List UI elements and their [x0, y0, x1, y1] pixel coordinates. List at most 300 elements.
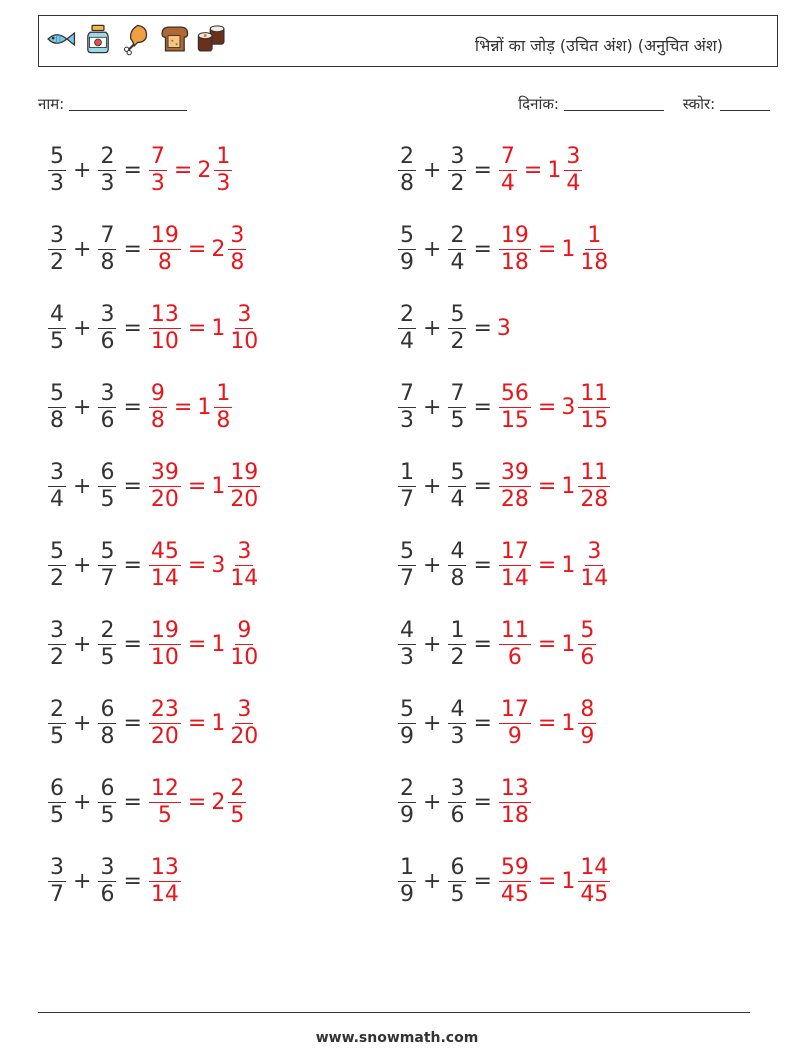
equals-sign: = [187, 710, 207, 736]
equals-sign: = [187, 789, 207, 815]
numerator: 17 [500, 697, 529, 722]
equals-sign: = [187, 236, 207, 262]
mixed-whole: 2 [211, 789, 226, 815]
equals-sign: = [123, 236, 142, 262]
answer [497, 778, 533, 827]
denominator: 14 [500, 566, 529, 591]
numerator: 13 [150, 855, 179, 880]
numerator: 12 [150, 776, 179, 801]
addend-fraction [398, 462, 416, 511]
equals-sign: = [537, 868, 557, 894]
denominator: 3 [100, 171, 115, 196]
equals-sign: = [187, 315, 207, 341]
numerator: 8 [580, 697, 595, 722]
denominator: 6 [100, 329, 115, 354]
numerator: 3 [100, 381, 115, 406]
denominator: 2 [50, 250, 64, 275]
numerator: 5 [400, 697, 414, 722]
numerator: 17 [500, 539, 529, 564]
denominator: 2 [450, 171, 465, 196]
mixed-fraction [578, 620, 596, 669]
jam-jar-icon [81, 22, 115, 56]
equals-sign: = [537, 236, 557, 262]
equals-sign: = [473, 473, 492, 499]
numerator: 3 [50, 460, 64, 485]
addend-fraction [448, 699, 466, 748]
mixed-fraction [214, 146, 232, 195]
footer-website: www.snowmath.com [315, 1030, 479, 1046]
denominator: 5 [50, 803, 64, 828]
plus-sign: + [73, 552, 92, 578]
mixed-fraction [578, 383, 610, 432]
improper-fraction [499, 620, 531, 669]
addend-fraction [398, 620, 416, 669]
plus-sign: + [423, 631, 442, 657]
denominator: 45 [500, 882, 529, 907]
addend-fraction [48, 383, 66, 432]
answer [147, 778, 248, 827]
improper-fraction [149, 383, 167, 432]
denominator: 8 [400, 171, 414, 196]
addend-fraction [98, 699, 116, 748]
plus-sign: + [423, 868, 442, 894]
numerator: 6 [450, 855, 465, 880]
mixed-fraction [228, 225, 246, 274]
addend-fraction [48, 146, 66, 195]
date-blank[interactable] [564, 96, 664, 111]
denominator: 15 [580, 408, 609, 433]
numerator: 4 [450, 539, 465, 564]
plus-sign: + [423, 315, 442, 341]
mixed-whole: 1 [547, 157, 562, 183]
denominator: 5 [450, 408, 465, 433]
bread-icon [157, 22, 191, 56]
addend-fraction [98, 225, 116, 274]
numerator: 1 [216, 144, 231, 169]
problem-16 [396, 699, 598, 748]
denominator: 9 [400, 882, 414, 907]
numerator: 3 [50, 855, 64, 880]
denominator: 14 [150, 566, 179, 591]
improper-fraction [149, 462, 181, 511]
problem-5 [46, 304, 262, 353]
plus-sign: + [423, 710, 442, 736]
denominator: 18 [580, 250, 609, 275]
answer [147, 462, 262, 511]
mixed-whole: 1 [211, 631, 226, 657]
addend-fraction [448, 541, 466, 590]
numerator: 7 [100, 223, 115, 248]
denominator: 9 [400, 803, 414, 828]
numerator: 1 [587, 223, 602, 248]
numerator: 2 [100, 144, 115, 169]
plus-sign: + [423, 236, 442, 262]
addend-fraction [398, 699, 416, 748]
denominator: 8 [50, 408, 64, 433]
denominator: 14 [230, 566, 259, 591]
name-blank[interactable] [69, 96, 187, 111]
problem-6 [396, 304, 512, 353]
denominator: 8 [216, 408, 231, 433]
answer [147, 699, 262, 748]
improper-fraction [499, 857, 531, 906]
numerator: 14 [580, 855, 609, 880]
numerator: 3 [450, 144, 465, 169]
addend-fraction [448, 146, 466, 195]
mixed-whole: 1 [561, 552, 576, 578]
addend-fraction [398, 857, 416, 906]
answer [497, 541, 612, 590]
denominator: 4 [500, 171, 515, 196]
score-blank[interactable] [720, 96, 770, 111]
equals-sign: = [173, 157, 193, 183]
addend-fraction [98, 857, 116, 906]
fish-icon [43, 22, 77, 56]
chicken-leg-icon [119, 22, 153, 56]
equals-sign: = [173, 394, 193, 420]
plus-sign: + [423, 157, 442, 183]
equals-sign: = [473, 552, 492, 578]
denominator: 5 [100, 645, 115, 670]
page-title: भिन्नों का जोड़ (उचित अंश) (अनुचित अंश) [474, 36, 723, 55]
numerator: 2 [230, 776, 245, 801]
addend-fraction [98, 304, 116, 353]
denominator: 6 [507, 645, 522, 670]
addend-fraction [48, 225, 66, 274]
numerator: 3 [237, 697, 252, 722]
plus-sign: + [423, 394, 442, 420]
addend-fraction [98, 462, 116, 511]
denominator: 4 [50, 487, 64, 512]
addend-fraction [448, 620, 466, 669]
mixed-whole: 1 [561, 710, 576, 736]
numerator: 5 [50, 539, 64, 564]
numerator: 3 [100, 302, 115, 327]
addend-fraction [98, 541, 116, 590]
addend-fraction [98, 778, 116, 827]
denominator: 9 [507, 724, 522, 749]
name-field [38, 94, 187, 114]
improper-fraction [149, 304, 181, 353]
improper-fraction [149, 620, 181, 669]
denominator: 5 [450, 882, 465, 907]
addend-fraction [448, 462, 466, 511]
denominator: 4 [450, 487, 465, 512]
equals-sign: = [537, 710, 557, 736]
mixed-whole: 3 [561, 394, 576, 420]
denominator: 5 [50, 329, 64, 354]
plus-sign: + [73, 789, 92, 815]
problem-12 [396, 541, 612, 590]
denominator: 3 [150, 171, 165, 196]
numerator: 4 [450, 697, 465, 722]
numerator: 7 [450, 381, 465, 406]
denominator: 20 [230, 724, 259, 749]
numerator: 5 [450, 460, 465, 485]
denominator: 28 [500, 487, 529, 512]
mixed-fraction [228, 620, 260, 669]
answer [497, 462, 612, 511]
numerator: 3 [50, 223, 64, 248]
improper-fraction [149, 699, 181, 748]
plus-sign: + [423, 552, 442, 578]
denominator: 20 [150, 487, 179, 512]
addend-fraction [448, 225, 466, 274]
numerator: 5 [400, 223, 414, 248]
improper-fraction [149, 541, 181, 590]
problem-8 [396, 383, 612, 432]
plus-sign: + [73, 394, 92, 420]
answer-whole: 3 [496, 315, 511, 341]
numerator: 11 [500, 618, 529, 643]
numerator: 9 [150, 381, 165, 406]
numerator: 9 [237, 618, 252, 643]
plus-sign: + [73, 631, 92, 657]
denominator: 5 [230, 803, 245, 828]
numerator: 59 [500, 855, 529, 880]
addend-fraction [398, 541, 416, 590]
mixed-whole: 3 [211, 552, 226, 578]
mixed-fraction [578, 541, 610, 590]
numerator: 4 [50, 302, 64, 327]
mixed-whole: 1 [211, 473, 226, 499]
date-score-fields [518, 94, 770, 114]
numerator: 2 [400, 776, 414, 801]
mixed-fraction [228, 462, 260, 511]
equals-sign: = [473, 789, 492, 815]
improper-fraction [149, 146, 167, 195]
addend-fraction [48, 620, 66, 669]
answer [497, 225, 612, 274]
sushi-rolls-icon [195, 22, 229, 56]
denominator: 3 [50, 171, 64, 196]
mixed-fraction [578, 462, 610, 511]
numerator: 5 [450, 302, 465, 327]
answer [147, 304, 262, 353]
mixed-whole: 1 [561, 868, 576, 894]
header-icons [43, 22, 229, 56]
numerator: 7 [150, 144, 165, 169]
denominator: 4 [450, 250, 465, 275]
addend-fraction [48, 699, 66, 748]
numerator: 2 [450, 223, 465, 248]
numerator: 6 [100, 776, 115, 801]
mixed-whole: 1 [561, 473, 576, 499]
equals-sign: = [123, 157, 142, 183]
equals-sign: = [187, 552, 207, 578]
numerator: 3 [237, 302, 252, 327]
equals-sign: = [537, 394, 557, 420]
denominator: 9 [400, 724, 414, 749]
answer [147, 857, 183, 906]
denominator: 18 [500, 803, 529, 828]
numerator: 19 [150, 618, 179, 643]
plus-sign: + [73, 710, 92, 736]
numerator: 56 [500, 381, 529, 406]
improper-fraction [499, 383, 531, 432]
problem-18 [396, 778, 533, 827]
problem-3 [46, 225, 248, 274]
improper-fraction [149, 857, 181, 906]
problem-4 [396, 225, 612, 274]
equals-sign: = [123, 868, 142, 894]
numerator: 3 [450, 776, 465, 801]
numerator: 2 [50, 697, 64, 722]
problem-9 [46, 462, 262, 511]
mixed-whole: 1 [561, 236, 576, 262]
numerator: 3 [230, 223, 245, 248]
plus-sign: + [73, 473, 92, 499]
mixed-whole: 2 [211, 236, 226, 262]
numerator: 45 [150, 539, 179, 564]
numerator: 3 [100, 855, 115, 880]
problem-14 [396, 620, 598, 669]
numerator: 7 [400, 381, 414, 406]
equals-sign: = [537, 473, 557, 499]
numerator: 3 [237, 539, 252, 564]
date-label: दिनांक: [518, 95, 559, 113]
problem-2 [396, 146, 584, 195]
improper-fraction [499, 146, 517, 195]
problem-20 [396, 857, 612, 906]
numerator: 1 [400, 460, 414, 485]
answer [497, 857, 612, 906]
denominator: 5 [100, 487, 115, 512]
equals-sign: = [473, 236, 492, 262]
denominator: 3 [400, 645, 414, 670]
numerator: 7 [500, 144, 515, 169]
equals-sign: = [473, 868, 492, 894]
footer-divider [38, 1012, 750, 1013]
denominator: 10 [150, 329, 179, 354]
numerator: 3 [50, 618, 64, 643]
denominator: 6 [580, 645, 595, 670]
denominator: 5 [100, 803, 115, 828]
denominator: 8 [100, 724, 115, 749]
numerator: 19 [230, 460, 259, 485]
denominator: 9 [580, 724, 595, 749]
answer [147, 541, 262, 590]
answer [496, 315, 512, 341]
problem-13 [46, 620, 262, 669]
improper-fraction [499, 778, 531, 827]
numerator: 6 [100, 460, 115, 485]
plus-sign: + [73, 157, 92, 183]
numerator: 5 [580, 618, 595, 643]
plus-sign: + [73, 868, 92, 894]
name-label: नाम: [38, 95, 65, 113]
answer [147, 620, 262, 669]
mixed-whole: 1 [211, 315, 226, 341]
improper-fraction [149, 225, 181, 274]
numerator: 19 [500, 223, 529, 248]
denominator: 5 [157, 803, 172, 828]
numerator: 5 [50, 381, 64, 406]
denominator: 3 [216, 171, 231, 196]
numerator: 2 [400, 144, 414, 169]
denominator: 3 [400, 408, 414, 433]
plus-sign: + [423, 789, 442, 815]
addend-fraction [448, 383, 466, 432]
denominator: 28 [580, 487, 609, 512]
denominator: 8 [150, 408, 165, 433]
denominator: 14 [580, 566, 609, 591]
numerator: 13 [500, 776, 529, 801]
denominator: 5 [50, 724, 64, 749]
improper-fraction [499, 541, 531, 590]
numerator: 1 [216, 381, 231, 406]
denominator: 4 [566, 171, 581, 196]
equals-sign: = [123, 394, 142, 420]
equals-sign: = [473, 315, 492, 341]
numerator: 39 [500, 460, 529, 485]
problem-11 [46, 541, 262, 590]
problem-1 [46, 146, 234, 195]
equals-sign: = [123, 552, 142, 578]
mixed-fraction [578, 699, 596, 748]
problem-17 [46, 778, 248, 827]
answer [497, 620, 598, 669]
plus-sign: + [73, 315, 92, 341]
equals-sign: = [187, 473, 207, 499]
improper-fraction [149, 778, 181, 827]
equals-sign: = [123, 315, 142, 341]
problem-19 [46, 857, 183, 906]
equals-sign: = [187, 631, 207, 657]
mixed-fraction [578, 857, 610, 906]
denominator: 6 [100, 882, 115, 907]
numerator: 3 [566, 144, 581, 169]
numerator: 39 [150, 460, 179, 485]
equals-sign: = [523, 157, 543, 183]
denominator: 8 [100, 250, 115, 275]
denominator: 6 [450, 803, 465, 828]
equals-sign: = [473, 710, 492, 736]
numerator: 6 [100, 697, 115, 722]
mixed-fraction [564, 146, 582, 195]
addend-fraction [48, 462, 66, 511]
numerator: 23 [150, 697, 179, 722]
numerator: 13 [150, 302, 179, 327]
denominator: 45 [580, 882, 609, 907]
addend-fraction [398, 146, 416, 195]
numerator: 1 [450, 618, 465, 643]
problem-7 [46, 383, 234, 432]
denominator: 2 [50, 566, 64, 591]
addend-fraction [398, 383, 416, 432]
denominator: 8 [450, 566, 465, 591]
denominator: 2 [450, 329, 465, 354]
denominator: 10 [230, 329, 259, 354]
denominator: 7 [400, 566, 414, 591]
problem-10 [396, 462, 612, 511]
numerator: 6 [50, 776, 64, 801]
denominator: 20 [230, 487, 259, 512]
denominator: 9 [400, 250, 414, 275]
equals-sign: = [537, 631, 557, 657]
numerator: 5 [400, 539, 414, 564]
denominator: 6 [100, 408, 115, 433]
denominator: 7 [50, 882, 64, 907]
numerator: 3 [587, 539, 602, 564]
denominator: 8 [157, 250, 172, 275]
answer [497, 146, 584, 195]
problem-15 [46, 699, 262, 748]
plus-sign: + [423, 473, 442, 499]
mixed-fraction [228, 304, 260, 353]
addend-fraction [98, 146, 116, 195]
denominator: 8 [230, 250, 245, 275]
